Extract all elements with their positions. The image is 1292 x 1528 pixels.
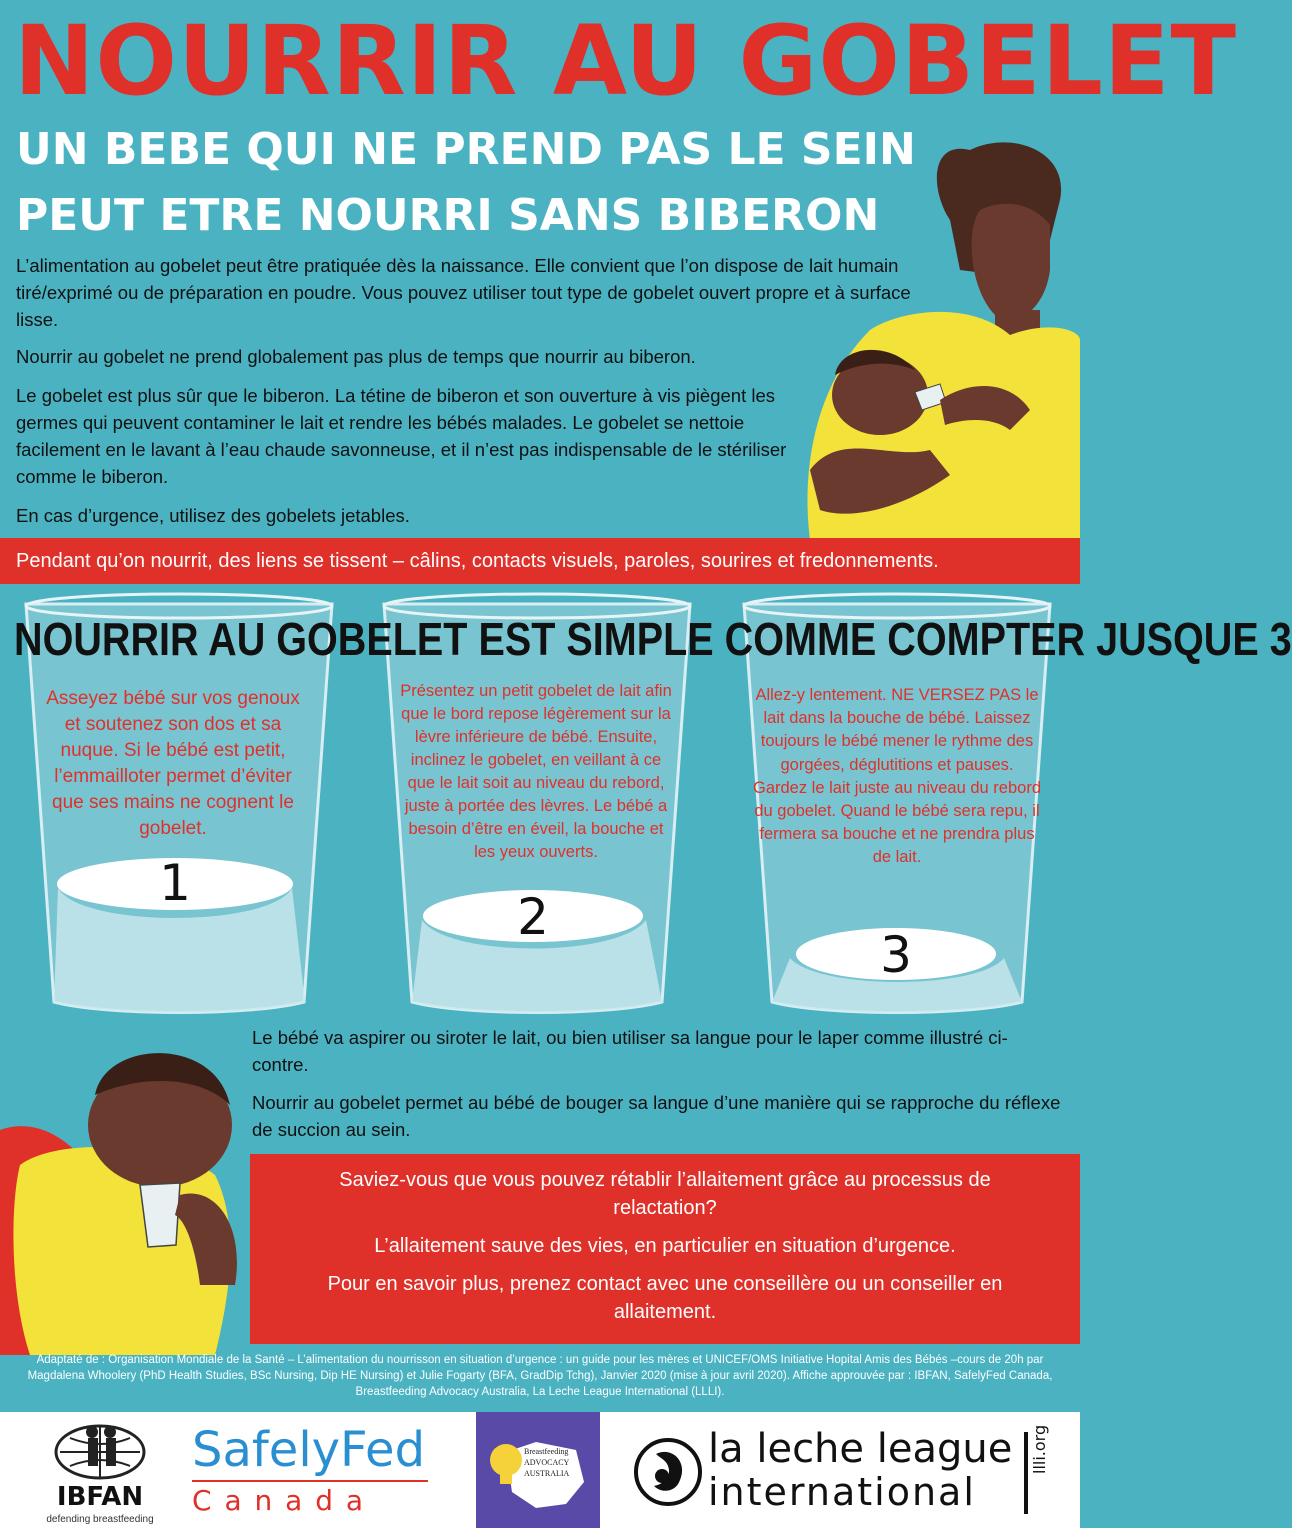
subtitle-line-2: PEUT ETRE NOURRI SANS BIBERON	[16, 190, 880, 241]
mother-feeding-baby-illustration	[780, 130, 1080, 540]
intro-paragraph-2: Nourrir au gobelet ne prend globalement pas plus de temps que nourrir au biberon.	[16, 346, 696, 367]
la-leche-league-logo	[630, 1424, 1070, 1520]
subtitle-line-1: UN BEBE QUI NE PREND PAS LE SEIN	[16, 124, 916, 175]
step-3-number: 3	[880, 926, 912, 984]
step-1-number: 1	[159, 854, 191, 912]
baa-line-3: AUSTRALIA	[524, 1469, 570, 1478]
info-box-paragraph-1: Saviez-vous que vous pouvez rétablir l’allaitement grâce au processus de relactation?	[339, 1169, 991, 1219]
relactation-info-box	[250, 1154, 1080, 1344]
info-box-paragraph-2: L’allaitement sauve des vies, en particulier en situation d’urgence.	[374, 1235, 956, 1257]
safelyfed-name: SafelyFed	[192, 1422, 426, 1478]
steps-title: NOURRIR AU GOBELET EST SIMPLE COMME COMPTER JUSQUE 3	[14, 613, 1292, 665]
step-3-text: Allez-y lentement. NE VERSEZ PAS le lait dans la bouche de bébé. Laissez toujours le bébé mener le rythme des gorgées, déglutitions et pauses. Gardez le lait juste au niveau du rebord du gobelet. Quand le bébé sera repu, il fermera sa bouche et ne prendra plus de lait.	[752, 686, 1041, 867]
info-box-paragraph-3: Pour en savoir plus, prenez contact avec une conseillère ou un conseiller en allaitement.	[327, 1273, 1003, 1323]
step-2-text: Présentez un petit gobelet de lait afin que le bord repose légèrement sur la lèvre inférieure de bébé. Ensuite, inclinez le gobelet, en veillant à ce que le lait soit au niveau du rebord, juste à portée des lèvres. Le bébé a besoin d’être en éveil, la bouche et les yeux ouverts.	[400, 682, 672, 861]
bonding-banner: Pendant qu’on nourrit, des liens se tissent – câlins, contacts visuels, paroles, sourires et fredonnements.	[0, 538, 1080, 584]
step-2-number: 2	[517, 888, 549, 946]
intro-paragraph-1: L’alimentation au gobelet peut être pratiquée dès la naissance. Elle convient que l’on dispose de lait humain tiré/exprimé ou de préparation en poudre. Vous pouvez utiliser tout type de gobelet ouvert propre et à surface lisse.	[16, 255, 911, 330]
page-title: NOURRIR AU GOBELET	[14, 5, 1237, 117]
lll-website: llli.org	[1030, 1424, 1049, 1474]
credits-text: Adaptaté de : Organisation Mondiale de la Santé – L’alimentation du nourrisson en situation d’urgence : un guide pour les mères et UNICEF/OMS Initiative Hopital Amis des Bébés –cours de 20h par Magdalena Whoolery (PhD Health Studies, BSc Nursing, Dip HE Nursing) et Julie Fogarty (BFA, GradDip Tchg), Janvier 2020 (mise à jour avril 2020). Affiche approuvée par : IBFAN, SafelyFed Canada, Breastfeeding Advocacy Australia, La Leche League International (LLLI).	[27, 1354, 1053, 1398]
step-1-text: Asseyez bébé sur vos genoux et soutenez son dos et sa nuque. Si le bébé est petit, l’emmailloter permet d’éviter que ses mains ne cognent le gobelet.	[46, 688, 300, 839]
safelyfed-canada-logo	[192, 1422, 442, 1522]
lll-mother-child-icon	[632, 1436, 704, 1508]
ibfan-tagline: defending breastfeeding	[46, 1514, 154, 1525]
ibfan-globe-icon	[30, 1420, 170, 1480]
breastfeeding-advocacy-australia-logo	[476, 1412, 600, 1528]
partner-logos-footer	[0, 1412, 1080, 1528]
lll-divider	[1024, 1432, 1028, 1514]
lll-name: la leche league	[708, 1426, 1013, 1472]
intro-paragraph-4: En cas d’urgence, utilisez des gobelets jetables.	[16, 505, 410, 526]
lll-international: international	[708, 1470, 976, 1514]
intro-paragraph-3: Le gobelet est plus sûr que le biberon. La tétine de biberon et son ouverture à vis piègent les germes qui peuvent contaminer le lait et rendre les bébés malades. Le gobelet se nettoie facilement en le lavant à l’eau chaude savonneuse, et il n’est pas indispensable de le stériliser comme le biberon.	[16, 385, 787, 487]
baby-drinking-illustration	[0, 1035, 250, 1355]
ibfan-name: IBFAN	[56, 1482, 144, 1512]
baa-line-1: Breastfeeding	[524, 1447, 569, 1456]
safelyfed-country: C a n a d a	[192, 1484, 366, 1517]
baa-line-2: ADVOCACY	[524, 1458, 570, 1467]
safelyfed-divider	[192, 1480, 428, 1482]
body-paragraph-1: Le bébé va aspirer ou siroter le lait, ou bien utiliser sa langue pour le laper comme illustré ci-contre.	[252, 1027, 1008, 1075]
body-paragraph-2: Nourrir au gobelet permet au bébé de bouger sa langue d’une manière qui se rapproche du réflexe de succion au sein.	[252, 1092, 1061, 1140]
ibfan-logo	[30, 1420, 170, 1524]
